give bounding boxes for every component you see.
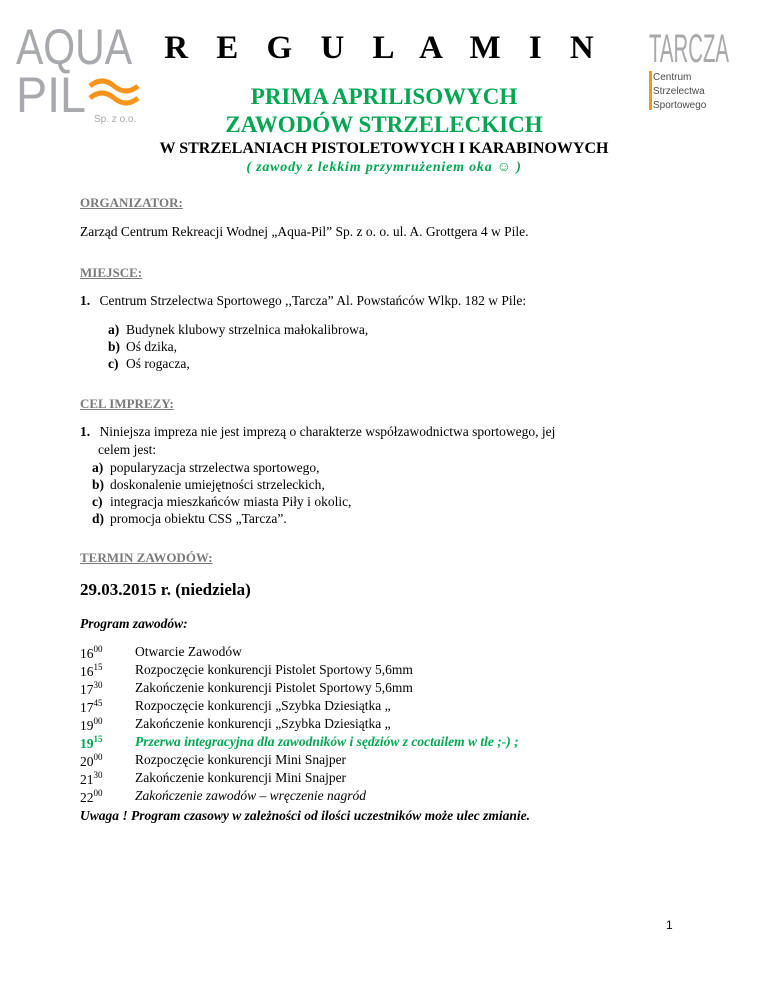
goal-item-number: 1. [80, 424, 91, 439]
goal-item-line2: celem jest: [98, 442, 157, 457]
goal-subitem [92, 460, 320, 476]
program-time: $19^{15}$ [80, 734, 103, 751]
goal-item-1 [80, 424, 690, 440]
place-subitem-label: a) [108, 322, 120, 337]
place-subitem [108, 339, 177, 355]
tarcza-logo-name: TARCZA [649, 27, 730, 71]
goal-subitem [92, 511, 287, 527]
section-heading-place: MIEJSCE: [80, 265, 143, 280]
program-desc: Rozpoczęcie konkurencji Pistolet Sportowy 5,6mm [135, 662, 413, 677]
place-subitem-text: Oś rogacza, [126, 356, 190, 371]
program-desc: Zakończenie zawodów – wręczenie nagród [135, 788, 366, 803]
place-subitem [108, 356, 190, 372]
goal-subitem-label: a) [92, 460, 104, 475]
program-desc: Zakończenie konkurencji Mini Snajper [135, 770, 347, 785]
place-subitem-label: b) [108, 339, 121, 354]
place-item-text: Centrum Strzelectwa Sportowego ,,Tarcza” Al. Powstańców Wlkp. 182 w Pile: [99, 293, 527, 308]
goal-subitem-text: doskonalenie umiejętności strzeleckich, [110, 477, 325, 492]
program-desc: Zakończenie konkurencji „Szybka Dziesiątka „ [135, 716, 391, 731]
goal-subitem-text: integracja mieszkańców miasta Piły i okolic, [110, 494, 352, 509]
program-time: $22^{00}$ [80, 788, 103, 805]
program-time: $17^{30}$ [80, 680, 103, 697]
subtitle-line3: W STRZELANIACH PISTOLETOWYCH I KARABINOWYCH [159, 140, 609, 157]
tarcza-logo-line3: Sportowego [653, 100, 707, 111]
goal-subitem-label: b) [92, 477, 105, 492]
subtitle-line2: ZAWODÓW STRZELECKICH [225, 112, 543, 137]
organizer-text: Zarząd Centrum Rekreacji Wodnej „Aqua-Pil” Sp. z o. o. ul. A. Grottgera 4 w Pile. [80, 224, 529, 239]
goal-subitem [92, 477, 325, 493]
place-subitem [108, 322, 368, 338]
program-desc: Przerwa integracyjna dla zawodników i sędziów z coctailem w tle ;-) ; [135, 734, 519, 749]
event-date: 29.03.2015 r. (niedziela) [80, 580, 251, 599]
subtitle-line4: ( zawody z lekkim przymrużeniem oka ☺ ) [246, 160, 522, 175]
place-subitem-text: Oś dzika, [126, 339, 177, 354]
goal-subitem-label: d) [92, 511, 105, 526]
program-time: $21^{30}$ [80, 770, 103, 787]
goal-subitem-label: c) [92, 494, 103, 509]
goal-subitem-text: promocja obiektu CSS „Tarcza”. [110, 511, 287, 526]
section-heading-goal: CEL IMPREZY: [80, 396, 174, 411]
program-desc: Otwarcie Zawodów [135, 644, 242, 659]
program-desc: Rozpoczęcie konkurencji Mini Snajper [135, 752, 347, 767]
page-number: 1 [666, 918, 673, 932]
goal-item-line1: Niniejsza impreza nie jest imprezą o charakterze współzawodnictwa sportowego, jej [99, 424, 556, 439]
tarcza-logo-line2: Strzelectwa [653, 86, 705, 97]
program-note: Uwaga ! Program czasowy w zależności od ilości uczestników może ulec zmianie. [80, 808, 531, 823]
place-item-number: 1. [80, 293, 91, 308]
tarcza-logo-line1: Centrum [653, 72, 692, 83]
section-heading-organizer: ORGANIZATOR: [80, 195, 183, 210]
aqua-pil-logo-suffix: Sp. z o.o. [94, 114, 137, 125]
place-subitem-text: Budynek klubowy strzelnica małokalibrowa, [126, 322, 369, 337]
place-subitem-label: c) [108, 356, 119, 371]
program-desc: Zakończenie konkurencji Pistolet Sportowy 5,6mm [135, 680, 413, 695]
subtitle-line1: PRIMA APRILISOWYCH [250, 84, 518, 109]
document-title: R E G U L A M I N [164, 30, 604, 66]
program-time: $19^{00}$ [80, 716, 103, 733]
program-time: $16^{15}$ [80, 662, 103, 679]
program-desc: Rozpoczęcie konkurencji „Szybka Dziesiątka „ [135, 698, 391, 713]
aqua-pil-logo-line1: AQUA [16, 19, 133, 75]
goal-subitem [92, 494, 351, 510]
program-title: Program zawodów: [80, 616, 188, 631]
section-heading-term: TERMIN ZAWODÓW: [80, 550, 213, 565]
aqua-pil-logo-line2: PIL [16, 67, 86, 123]
program-time: $16^{00}$ [80, 644, 103, 661]
program-time: $20^{00}$ [80, 752, 103, 769]
place-item-1 [80, 293, 526, 309]
goal-subitem-text: popularyzacja strzelectwa sportowego, [110, 460, 320, 475]
program-time: $17^{45}$ [80, 698, 103, 715]
